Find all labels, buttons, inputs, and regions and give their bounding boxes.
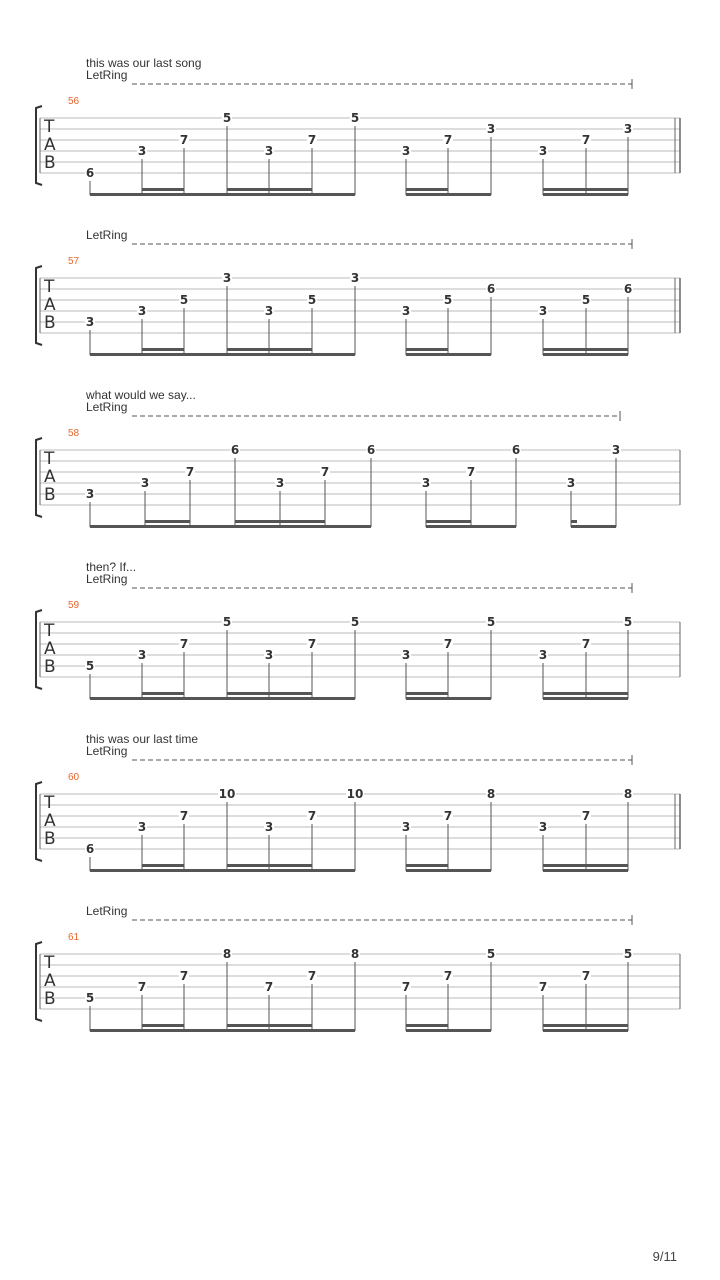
fret-number: 3 xyxy=(538,820,548,834)
measure-number: 56 xyxy=(68,96,80,107)
fret-number: 5 xyxy=(85,991,95,1005)
fret-number: 5 xyxy=(581,293,591,307)
tab-clef-letter: A xyxy=(44,467,56,487)
measure-number: 61 xyxy=(68,932,80,943)
fret-number: 3 xyxy=(401,820,411,834)
fret-number: 7 xyxy=(443,637,453,651)
fret-number: 3 xyxy=(538,144,548,158)
fret-number: 5 xyxy=(486,615,496,629)
fret-number: 3 xyxy=(264,144,274,158)
tab-clef-letter: B xyxy=(44,485,56,505)
lyric-text: this was our last song xyxy=(86,56,202,70)
letring-label: LetRing xyxy=(86,68,128,82)
fret-number: 8 xyxy=(486,787,496,801)
beam xyxy=(90,1029,227,1032)
fret-number: 6 xyxy=(230,443,240,457)
lyric-text: this was our last time xyxy=(86,732,199,746)
fret-number: 7 xyxy=(137,980,147,994)
fret-number: 3 xyxy=(486,122,496,136)
fret-number: 7 xyxy=(307,809,317,823)
measure-number: 57 xyxy=(68,256,80,267)
fret-number: 6 xyxy=(366,443,376,457)
fret-number: 7 xyxy=(443,809,453,823)
fret-number: 7 xyxy=(179,809,189,823)
fret-number: 7 xyxy=(307,969,317,983)
fret-number: 3 xyxy=(137,304,147,318)
fret-number: 7 xyxy=(581,637,591,651)
fret-number: 3 xyxy=(137,144,147,158)
tab-clef-letter: B xyxy=(44,313,56,333)
fret-number: 7 xyxy=(538,980,548,994)
fret-number: 7 xyxy=(264,980,274,994)
fret-number: 3 xyxy=(264,304,274,318)
fret-number: 6 xyxy=(85,166,95,180)
fret-number: 7 xyxy=(466,465,476,479)
beam-secondary xyxy=(543,1024,628,1027)
fret-number: 7 xyxy=(185,465,195,479)
fret-number: 3 xyxy=(275,476,285,490)
fret-number: 3 xyxy=(85,487,95,501)
fret-number: 3 xyxy=(137,820,147,834)
fret-number: 3 xyxy=(401,648,411,662)
fret-number: 5 xyxy=(222,111,232,125)
fret-number: 6 xyxy=(486,282,496,296)
fret-number: 10 xyxy=(218,787,236,801)
letring-label: LetRing xyxy=(86,904,128,918)
letring-label: LetRing xyxy=(86,228,128,242)
beam-secondary xyxy=(227,1024,312,1027)
fret-number: 5 xyxy=(350,111,360,125)
fret-number: 7 xyxy=(443,969,453,983)
tab-clef-letter: B xyxy=(44,657,56,677)
fret-number: 8 xyxy=(350,947,360,961)
fret-number: 5 xyxy=(222,615,232,629)
beam xyxy=(227,1029,355,1032)
fret-number: 3 xyxy=(264,648,274,662)
tab-clef-letter: T xyxy=(44,621,55,641)
fret-number: 7 xyxy=(581,809,591,823)
tab-clef-letter: A xyxy=(44,295,56,315)
beam-secondary xyxy=(406,1024,448,1027)
fret-number: 5 xyxy=(307,293,317,307)
fret-number: 3 xyxy=(611,443,621,457)
measure-number: 60 xyxy=(68,772,80,783)
fret-number: 7 xyxy=(581,133,591,147)
fret-number: 7 xyxy=(179,637,189,651)
fret-number: 3 xyxy=(140,476,150,490)
tab-clef-letter: A xyxy=(44,811,56,831)
fret-number: 3 xyxy=(401,304,411,318)
fret-number: 7 xyxy=(307,133,317,147)
fret-number: 5 xyxy=(623,615,633,629)
fret-number: 3 xyxy=(623,122,633,136)
tab-clef-letter: A xyxy=(44,971,56,991)
tab-clef-letter: T xyxy=(44,117,55,137)
tab-clef-letter: T xyxy=(44,793,55,813)
measure-number: 58 xyxy=(68,428,80,439)
lyric-text: what would we say... xyxy=(86,388,196,402)
fret-number: 5 xyxy=(85,659,95,673)
fret-number: 7 xyxy=(401,980,411,994)
fret-number: 3 xyxy=(538,304,548,318)
fret-number: 5 xyxy=(623,947,633,961)
beam xyxy=(543,1029,628,1032)
lyric-text: then? If... xyxy=(86,560,137,574)
fret-number: 3 xyxy=(137,648,147,662)
fret-number: 6 xyxy=(511,443,521,457)
fret-number: 3 xyxy=(350,271,360,285)
fret-number: 7 xyxy=(443,133,453,147)
letring-label: LetRing xyxy=(86,744,128,758)
fret-number: 3 xyxy=(421,476,431,490)
beam xyxy=(406,1029,491,1032)
fret-number: 5 xyxy=(486,947,496,961)
fret-number: 6 xyxy=(85,842,95,856)
fret-number: 3 xyxy=(538,648,548,662)
fret-number: 7 xyxy=(179,969,189,983)
tab-clef-letter: B xyxy=(44,989,56,1009)
fret-number: 3 xyxy=(85,315,95,329)
page-number: 9/11 xyxy=(652,1249,677,1264)
tab-clef-letter: A xyxy=(44,135,56,155)
fret-number: 3 xyxy=(264,820,274,834)
tab-clef-letter: A xyxy=(44,639,56,659)
fret-number: 8 xyxy=(623,787,633,801)
fret-number: 7 xyxy=(307,637,317,651)
fret-number: 5 xyxy=(350,615,360,629)
fret-number: 7 xyxy=(179,133,189,147)
fret-number: 3 xyxy=(401,144,411,158)
fret-number: 8 xyxy=(222,947,232,961)
fret-number: 3 xyxy=(222,271,232,285)
fret-number: 3 xyxy=(566,476,576,490)
fret-number: 7 xyxy=(581,969,591,983)
fret-number: 7 xyxy=(320,465,330,479)
measure-number: 59 xyxy=(68,600,80,611)
fret-number: 5 xyxy=(443,293,453,307)
letring-label: LetRing xyxy=(86,400,128,414)
fret-number: 5 xyxy=(179,293,189,307)
fret-number: 6 xyxy=(623,282,633,296)
tab-clef-letter: B xyxy=(44,829,56,849)
beam-secondary xyxy=(142,1024,184,1027)
tab-clef-letter: T xyxy=(44,277,55,297)
letring-label: LetRing xyxy=(86,572,128,586)
tab-clef-letter: T xyxy=(44,449,55,469)
tab-clef-letter: T xyxy=(44,953,55,973)
tab-clef-letter: B xyxy=(44,153,56,173)
fret-number: 10 xyxy=(346,787,364,801)
